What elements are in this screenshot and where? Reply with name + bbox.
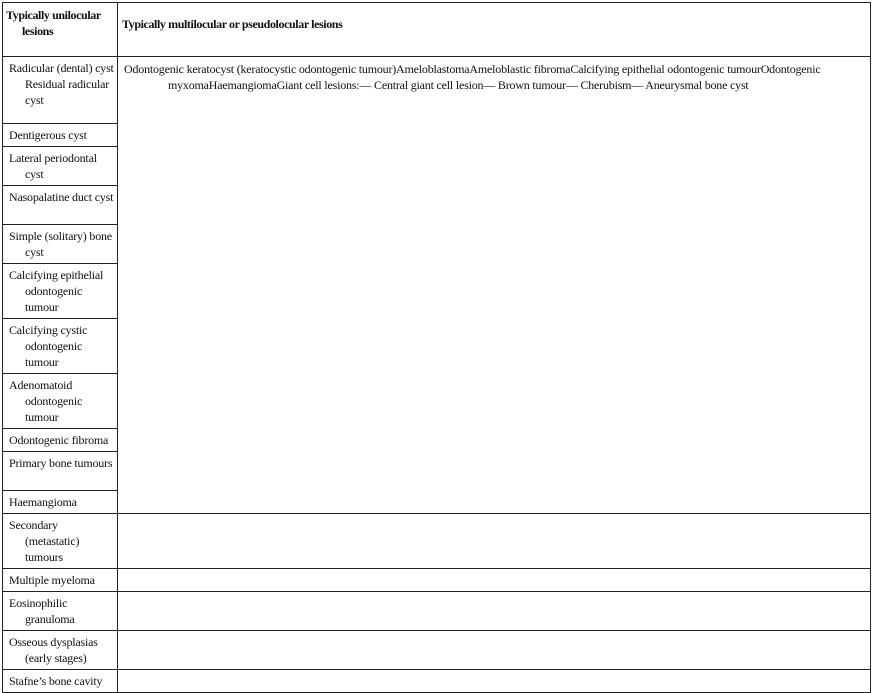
empty-cell <box>118 569 871 592</box>
table-row <box>3 514 871 569</box>
header-multilocular: Typically multilocular or pseudolocular lesions <box>118 3 871 57</box>
header-row <box>3 3 871 57</box>
unilocular-cell: Adenomatoid odontogenic tumour <box>3 374 118 429</box>
unilocular-cell: Stafne’s bone cavity <box>3 670 118 693</box>
empty-cell <box>118 592 871 631</box>
empty-cell <box>118 514 871 569</box>
unilocular-cell: Calcifying epithelial odontogenic tumour <box>3 264 118 319</box>
unilocular-cell: Nasopalatine duct cyst <box>3 186 118 225</box>
table-row <box>3 631 871 670</box>
unilocular-cell: Secondary (metastatic) tumours <box>3 514 118 569</box>
header-unilocular: Typically unilocular lesions <box>3 3 118 57</box>
table-row <box>3 592 871 631</box>
table-row <box>3 57 871 124</box>
unilocular-cell: Radicular (dental) cyst Residual radicular cyst <box>3 57 118 124</box>
unilocular-cell: Haemangioma <box>3 491 118 514</box>
table-row <box>3 569 871 592</box>
unilocular-cell: Primary bone tumours <box>3 452 118 491</box>
unilocular-cell: Odontogenic fibroma <box>3 429 118 452</box>
unilocular-cell: Multiple myeloma <box>3 569 118 592</box>
table-row <box>3 670 871 693</box>
multilocular-cell: Odontogenic keratocyst (keratocystic odontogenic tumour)AmeloblastomaAmeloblastic fibromaCalcifying epithelial odontogenic tumourOdontogenic myxomaHaemangiomaGiant cell lesions:— Central giant cell lesion— Brown tumour— Cherubism— Aneurysmal bone cyst <box>118 57 871 514</box>
unilocular-cell: Eosinophilic granuloma <box>3 592 118 631</box>
unilocular-cell: Calcifying cystic odontogenic tumour <box>3 319 118 374</box>
unilocular-cell: Osseous dysplasias (early stages) <box>3 631 118 670</box>
empty-cell <box>118 670 871 693</box>
lesions-table <box>2 2 871 693</box>
unilocular-cell: Lateral periodontal cyst <box>3 147 118 186</box>
unilocular-cell: Simple (solitary) bone cyst <box>3 225 118 264</box>
unilocular-cell: Dentigerous cyst <box>3 124 118 147</box>
empty-cell <box>118 631 871 670</box>
